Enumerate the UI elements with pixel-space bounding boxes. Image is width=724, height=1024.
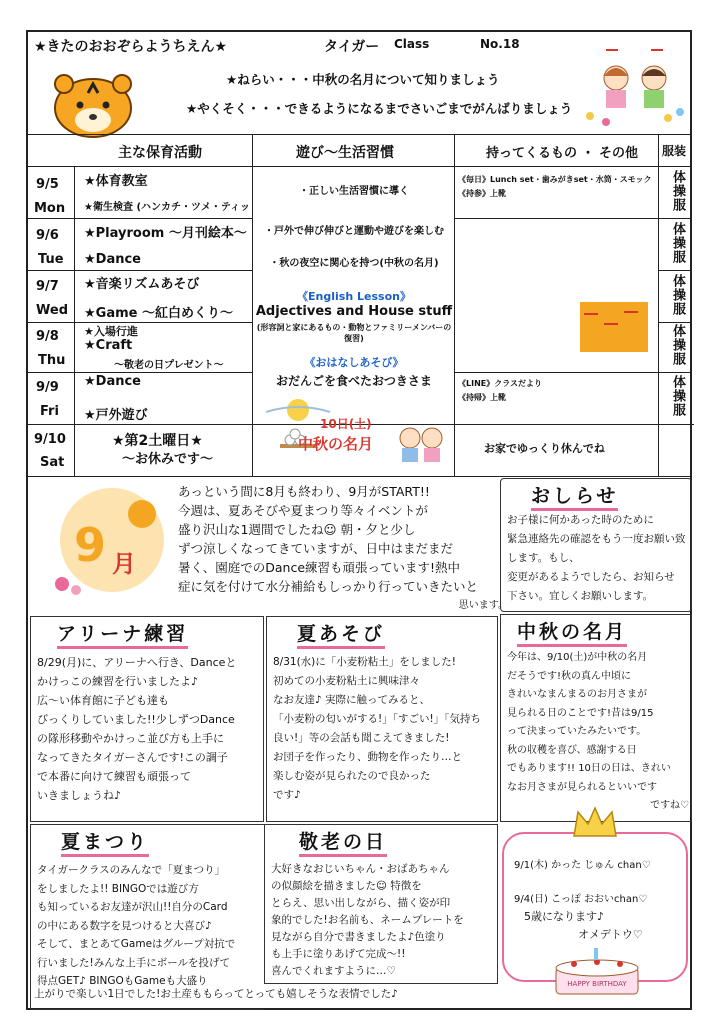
arena-line: で本番に向けて練習も頑張って bbox=[37, 770, 191, 783]
arena-line: かけっこの練習を行いましたよ♪ bbox=[37, 675, 199, 688]
activity: ★Dance bbox=[84, 374, 141, 389]
pe-uniform: 体操服 bbox=[670, 324, 685, 366]
summer-play-section bbox=[266, 616, 498, 822]
school-name: ★きたのおおぞらようちえん★ bbox=[34, 39, 228, 55]
line-notice: 《LINE》クラスだより bbox=[458, 379, 542, 388]
habit-2: ・戸外で伸び伸びと運動や遊びを楽しむ bbox=[264, 226, 444, 237]
crown-icon bbox=[570, 804, 620, 840]
header-main-activities: 主な保育活動 bbox=[118, 145, 202, 161]
class-label: Class bbox=[394, 37, 430, 51]
summer-play-line: なお友達♪ 実際に触ってみると、 bbox=[273, 694, 431, 706]
summer-play-line: お団子を作ったり、動物を作ったり…と bbox=[273, 751, 462, 763]
intro-line: あっという間に8月も終わり、9月がSTART!! bbox=[178, 484, 430, 499]
intro-line: 思います。 bbox=[458, 600, 508, 611]
respect-aged-text bbox=[271, 861, 497, 980]
month-number: 9 bbox=[74, 518, 107, 572]
weekday: Tue bbox=[38, 252, 64, 267]
notice-box bbox=[500, 478, 692, 612]
habit-3: ・秋の夜空に関心を持つ(中秋の名月) bbox=[269, 258, 439, 269]
bring-home: 《持帰》上靴 bbox=[458, 393, 506, 402]
english-lesson-topic: Adjectives and House stuff bbox=[255, 304, 453, 319]
moon-text bbox=[507, 649, 689, 816]
arena-line: いきましょうね♪ bbox=[37, 789, 122, 802]
summer-play-line: 良い!」等の会話も聞こえてきました! bbox=[273, 732, 450, 744]
activity-note: ～敬老の日プレゼント～ bbox=[114, 360, 224, 371]
festival-line: の中にある数字を見つけると大喜び♪ bbox=[37, 919, 212, 932]
header-play: 遊び～生活習慣 bbox=[296, 145, 394, 161]
moon-date: 10日(土) bbox=[320, 417, 372, 431]
arena-title: アリーナ練習 bbox=[57, 619, 188, 649]
tiger-icon bbox=[48, 70, 138, 140]
class-name: タイガー bbox=[324, 39, 380, 55]
notice-line: 下さい。宜しくお願いします。 bbox=[507, 590, 654, 602]
moon-line: だそうです!秋の真ん中頃に bbox=[507, 670, 632, 682]
activity: ★Dance bbox=[84, 252, 141, 267]
moon-line: ですね♡ bbox=[650, 800, 689, 811]
header-bring: 持ってくるもの ・ その他 bbox=[486, 146, 639, 161]
respect-line: 象的でした!お名前も、ネームプレートを bbox=[271, 914, 464, 926]
respect-aged-title: 敬老の日 bbox=[299, 827, 387, 857]
weekday: Sat bbox=[40, 455, 65, 470]
summer-play-line: 楽しむ姿が見られたので良かった bbox=[273, 770, 431, 782]
respect-line: 喜んでくれますように…♡ bbox=[271, 965, 396, 977]
story-title: 《おはなしあそび》 bbox=[304, 356, 404, 369]
moon-line: きれいなまんまるのお月さまが bbox=[507, 689, 647, 700]
festival-section bbox=[30, 824, 264, 1010]
intro-line: 今週は、夏あそびや夏まつり等々イベントが bbox=[178, 503, 429, 518]
birthday-line: 9/1(木) かった じゅん chan♡ bbox=[514, 860, 651, 871]
children-illustration bbox=[576, 38, 686, 128]
date: 9/8 bbox=[36, 329, 59, 344]
moon-line: なお月さまが見られるといいです bbox=[507, 781, 657, 793]
intro-line: 盛り沢山な1週間でしたね☺ 朝・夕と少し bbox=[178, 522, 416, 537]
bring-bag: 《持参》上靴 bbox=[458, 189, 506, 198]
festival-line: 行いました!みんな上手にボールを投げて bbox=[37, 956, 230, 969]
intro-text bbox=[178, 482, 508, 615]
festival-line: 得点GET♪ BINGOもGameも大盛り bbox=[37, 975, 208, 987]
english-lesson-title: 《English Lesson》 bbox=[297, 290, 411, 303]
birthday-line: 5歳になります♪ bbox=[524, 910, 605, 923]
promise-text: ★やくそく・・・できるようになるまでさいごまでがんばりましょう bbox=[186, 101, 573, 116]
moon-line: 見られる日のことです!昔は9/15 bbox=[507, 707, 654, 719]
activity: ～お休みです～ bbox=[122, 452, 214, 467]
habit-1: ・正しい生活習慣に導く bbox=[299, 186, 409, 197]
respect-line: とらえ、思い出しながら、描く姿が印 bbox=[271, 897, 451, 909]
festival-line: も知っているお友達が沢山!!自分のCard bbox=[37, 901, 228, 913]
aim-text: ★ねらい・・・中秋の名月について知りましょう bbox=[226, 72, 500, 87]
moon-line: 秋の収穫を喜び、感謝する日 bbox=[507, 744, 637, 756]
summer-play-line: 8/31(水)に「小麦粉粘土」をしました! bbox=[273, 656, 456, 668]
activity: ★第2土曜日★ bbox=[112, 433, 203, 449]
summer-play-title: 夏あそび bbox=[297, 619, 385, 649]
activity: ★Game ～紅白めくり～ bbox=[84, 306, 233, 321]
month-unit: 月 bbox=[112, 550, 136, 578]
arena-line: なってきたタイガーさんです!この調子 bbox=[37, 751, 228, 764]
pe-uniform: 体操服 bbox=[670, 274, 685, 316]
summer-play-line: です♪ bbox=[273, 789, 301, 801]
weekday: Mon bbox=[34, 201, 66, 216]
activity: ★入場行進 bbox=[84, 325, 138, 338]
moon-section-title: 中秋の名月 bbox=[517, 617, 627, 647]
moon-name: 中秋の名月 bbox=[298, 435, 374, 453]
bring-daily: 《毎日》Lunch set・歯みがきset・水筒・スモック bbox=[458, 175, 652, 184]
notice-text bbox=[507, 511, 687, 606]
arena-line: 8/29(月)に、アリーナへ行き、Danceと bbox=[37, 656, 237, 669]
story-name: おだんごを食べたおつきさま bbox=[276, 374, 432, 388]
birthday-line: オメデトウ♡ bbox=[578, 928, 643, 941]
arena-text bbox=[37, 653, 261, 805]
pe-uniform: 体操服 bbox=[670, 375, 685, 417]
activity: ★体育教室 bbox=[84, 174, 148, 189]
moon-line: 今年は、9/10(土)が中秋の名月 bbox=[507, 652, 648, 663]
arena-line: 広～い体育館に子ども達も bbox=[37, 694, 169, 707]
cake-text: HAPPY BIRTHDAY bbox=[567, 980, 627, 988]
date: 9/7 bbox=[36, 279, 59, 294]
moon-section bbox=[500, 614, 692, 822]
weekday: Fri bbox=[40, 404, 59, 419]
header-clothes: 服装 bbox=[662, 144, 687, 158]
activity: ★戸外遊び bbox=[84, 408, 148, 423]
festival-line: タイガークラスのみんなで「夏まつり」 bbox=[37, 864, 226, 876]
activity: ★Craft bbox=[84, 338, 133, 353]
festival-title: 夏まつり bbox=[61, 827, 149, 857]
notice-line: お子様に何かあった時のために bbox=[507, 514, 654, 526]
festival-last-line: 上がりで楽しい1日でした!お土産ももらってとっても嬉しそうな表情でした♪ bbox=[34, 988, 398, 1000]
festival-line: をしましたよ!! BINGOでは遊び方 bbox=[37, 882, 199, 895]
activity: ★Playroom ～月刊絵本～ bbox=[84, 226, 247, 241]
weekday: Wed bbox=[36, 303, 68, 318]
issue-number: No.18 bbox=[480, 37, 520, 51]
english-lesson-note: (形容詞と家にあるもの・動物とファミリーメンバーの復習) bbox=[256, 323, 452, 343]
arena-line: びっくりしていました!!少しずつDance bbox=[37, 713, 235, 726]
respect-line: 大好きなおじいちゃん・おばあちゃん bbox=[271, 863, 450, 875]
date: 9/9 bbox=[36, 380, 59, 395]
date: 9/6 bbox=[36, 228, 59, 243]
intro-line: 暑く、園庭でのDance練習も頑張っています!熱中 bbox=[178, 560, 461, 575]
rest-message: お家でゆっくり休んでね bbox=[484, 442, 605, 455]
respect-line: も上手に塗りあげて完成～!! bbox=[271, 948, 406, 960]
intro-line: 症に気を付けて水分補給もしっかり行っていきたいと bbox=[178, 579, 479, 594]
date: 9/10 bbox=[34, 432, 66, 447]
notice-line: 緊急連絡先の確認をもう一度お願い致します。もし、 bbox=[507, 533, 686, 564]
notice-line: 変更があるようでしたら、お知らせ bbox=[507, 571, 675, 583]
arena-line: の隊形移動やかけっこ並び方も上手に bbox=[37, 732, 224, 745]
pe-uniform: 体操服 bbox=[670, 222, 685, 264]
arena-section bbox=[30, 616, 264, 822]
moon-line: って決まっていたみたいです。 bbox=[507, 726, 647, 737]
respect-line: 見ながら自分で書きましたよ♪色塗り bbox=[271, 931, 446, 943]
festival-line: そして、まとあてGameはグループ対抗で bbox=[37, 938, 236, 950]
activity: ★音楽リズムあそび bbox=[84, 277, 200, 292]
weekday: Thu bbox=[38, 353, 66, 368]
activity: ★衛生検査 (ハンカチ・ツメ・ティッ bbox=[84, 202, 251, 213]
birthday-cake-icon bbox=[542, 942, 652, 1002]
date: 9/5 bbox=[36, 177, 59, 192]
dragonfly-illustration bbox=[574, 294, 654, 358]
pe-uniform: 体操服 bbox=[670, 170, 685, 212]
newsletter-sheet bbox=[26, 30, 692, 1010]
respect-line: の似顔絵を描きました☺ 特徴を bbox=[271, 880, 422, 892]
intro-line: ずつ涼しくなってきていますが、日中はまだまだ bbox=[178, 541, 454, 556]
summer-play-line: 「小麦粉の匂いがする!」「すごい!」「気持ち bbox=[273, 713, 481, 725]
summer-play-line: 初めての小麦粉粘土に興味津々 bbox=[273, 675, 420, 687]
summer-play-text bbox=[273, 653, 495, 805]
respect-aged-section bbox=[264, 824, 498, 984]
notice-title: おしらせ bbox=[531, 481, 618, 511]
moon-line: でもあります!! 10日の日は、きれい bbox=[507, 763, 671, 774]
festival-text bbox=[37, 861, 263, 991]
birthday-line: 9/4(日) こっぽ おおいchan♡ bbox=[514, 894, 648, 905]
